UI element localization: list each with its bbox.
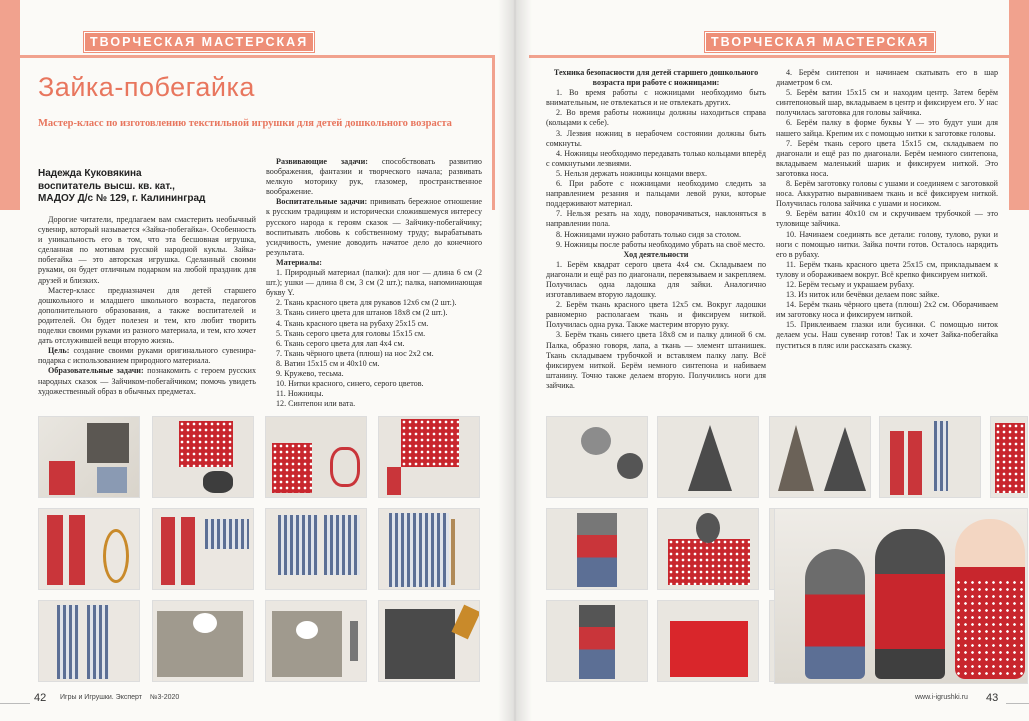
photo-step-15 — [769, 416, 871, 498]
photo-step-materials-3 — [265, 416, 367, 498]
step-item: 10. Начинаем соединять все детали: голову, тулово, руки и ноги с помощью нитки. Зайка почти готов. Осталось нарядить его в рубаху. — [776, 229, 998, 259]
page-number-right: 43 — [986, 692, 999, 704]
photo-step-13 — [546, 416, 648, 498]
footer-rule-left — [0, 703, 30, 704]
step-item: 8. Берём заготовку головы с ушами и соединяем с заготовкой носа. Аккуратно выравниваем ткань и всё фиксируем ниткой. Получилась голова зайчика с ушами и носиком. — [776, 179, 998, 209]
photo-step-11 — [265, 600, 367, 682]
photo-step-materials-4 — [378, 416, 480, 498]
left-header-rule — [0, 55, 495, 58]
section-banner-right: ТВОРЧЕСКАЯ МАСТЕРСКАЯ — [705, 32, 935, 52]
step-item: 12. Берём тесьму и украшаем рубаху. — [786, 279, 915, 289]
safety-item: 2. Во время работы ножницы должны находиться справа (кольцами к себе). — [546, 108, 766, 128]
step-item: 9. Берём ватин 40х10 см и скручиваем трубочкой — это туловище зайчика. — [776, 209, 998, 229]
goal-paragraph: Цель: создание своими руками оригинального сувенира-подарка с использованием природного материала. — [38, 346, 256, 366]
step-item: 14. Берём ткань чёрного цвета (плюш) 2х2 см. Оборачиваем им заготовку носа и фиксируем ниткой. — [776, 300, 998, 320]
materials-item: 7. Ткань чёрного цвета (плюш) на нос 2х2 см. — [276, 348, 434, 358]
photo-step-10 — [152, 600, 254, 682]
step-item: 6. Берём палку в форме буквы Y — это будут уши для нашего зайца. Крепим их с помощью нитки к заготовке головы. — [776, 118, 998, 138]
educational-tasks-paragraph: Образовательные задачи: познакомить с героем русских народных сказок — Зайчиком-побегайчиком; помочь увидеть художественный образ в обычных предметах. — [38, 366, 256, 396]
photo-step-17 — [990, 416, 1028, 498]
intro-paragraph: Дорогие читатели, предлагаем вам смастерить необычный сувенир, который называется «Зайка-побегайка». Особенность и уникальность его в том, что эта бесшовная игрушка, сделанная по мотивам русской народной куклы. Зайка-побегайка — это авторская игрушка. Сделанный своими руками, он будет отличным подарком на любой праздник для друзей и близких. — [38, 215, 256, 285]
photo-step-12 — [378, 600, 480, 682]
step-item: 15. Приклеиваем глазки или бусинки. С помощью ниток делаем усы. Наш сувенир готов! Так и хочет Зайка-побегайка пуститься в пляс или рассказать сказку. — [776, 320, 998, 350]
materials-item: 12. Синтепон или вата. — [276, 399, 356, 409]
photo-step-materials-1 — [38, 416, 140, 498]
step-item: 1. Берём квадрат серого цвета 4х4 см. Складываем по диагонали и ещё раз по диагонали, перевязываем и закрепляем. Получилась одна ладошка для зайки. Аналогично изготавливаем вторую ладошку. — [546, 259, 766, 300]
safety-item: 6. При работе с ножницами необходимо следить за направлением резания и пальцами левой руки, которые поддерживают материал. — [546, 179, 766, 209]
right-page — [514, 0, 1029, 721]
materials-heading: Материалы: — [276, 257, 322, 267]
step-item: 4. Берём синтепон и начинаем скатывать его в шар диаметром 6 см. — [776, 68, 998, 88]
photo-step-16 — [879, 416, 981, 498]
left-page — [0, 0, 514, 721]
materials-item: 8. Ватин 15х15 см и 40х10 см. — [276, 358, 380, 368]
author-block — [38, 168, 268, 206]
materials-item: 3. Ткань синего цвета для штанов 18х8 см (2 шт.). — [276, 308, 448, 318]
materials-item: 4. Ткань красного цвета на рубаху 25х15 см. — [276, 318, 429, 328]
steps-title: Ход деятельности — [623, 249, 689, 259]
audience-paragraph: Мастер-класс предназначен для детей старшего дошкольного и младшего школьного возраста, педагогов дополнительного образования, а также воспитателей и родителей. Он будет полезен и тем, кто любит творить поделки своими руками из разного материала, и тем, кто хочет дать отслужившей вещи вторую жизнь. — [38, 285, 256, 346]
materials-item: 1. Природный материал (палки): для ног — длина 6 см (2 шт.); ушки — длина 8 см, 3 см (2 шт.); палка, напоминающая букву Y. — [266, 268, 482, 298]
article-subtitle: Мастер-класс по изготовлению текстильной игрушки для детей дошкольного возраста — [38, 118, 452, 129]
left-salmon-band — [0, 0, 20, 210]
author-position: воспитатель высш. кв. кат., — [38, 180, 175, 192]
photo-step-7 — [265, 508, 367, 590]
photo-step-14 — [657, 416, 759, 498]
materials-item: 2. Ткань красного цвета для рукавов 12х6 см (2 шт.). — [276, 298, 457, 308]
materials-item: 5. Ткань серого цвета для головы 15х15 см. — [276, 328, 426, 338]
right-column-2 — [776, 68, 998, 351]
photo-step-21 — [546, 600, 648, 682]
footer-rule-right — [1006, 703, 1029, 704]
step-item: 13. Из ниток или бечёвки делаем пояс зайке. — [786, 290, 940, 300]
upbringing-tasks-paragraph: Воспитательные задачи: прививать бережное отношение к русским традициям и исторически сложившемуся интересу русского народа к героям сказок — Зайчику-побегайчику; воспитывать любовь к собственному труду; вырабатывать усидчивость, умение доводить начатое дело до конечного результата. — [266, 197, 482, 257]
section-banner-left: ТВОРЧЕСКАЯ МАСТЕРСКАЯ — [84, 32, 314, 52]
safety-item: 3. Лезвия ножниц в нерабочем состоянии должны быть сомкнуты. — [546, 128, 766, 148]
step-item: 7. Берём ткань серого цвета 15х15 см, складываем по диагонали и ещё раз по диагонали. Берём немного синтепона, вкладываем маленький шарик и фиксируем ниткой. Это заготовка носа. — [776, 138, 998, 178]
right-header-rule — [529, 55, 1014, 58]
safety-item: 4. Ножницы необходимо передавать только кольцами вперёд с сомкнутыми лезвиями. — [546, 148, 766, 168]
step-item: 5. Берём ватин 15х15 см и находим центр. Затем берём синтепоновый шар, вкладываем в центр и фиксируем его. У нас получилась заготовка для головы зайчика. — [776, 88, 998, 118]
safety-item: 1. Во время работы с ножницами необходимо быть внимательным, не отвлекаться и не отвлекать других. — [546, 88, 766, 108]
photo-step-5 — [38, 508, 140, 590]
step-item: 3. Берём ткань синего цвета 18х8 см и палку длиной 6 см. Палка, образно говоря, лапа, а ткань — элемент штанишек. Ткань складываем трубочкой и вставляем палку лапу. Всё фиксируем ниткой. Берём немного синтепона и набиваем штанину. Точно также делаем вторую. Получились ноги для зайчика. — [546, 330, 766, 390]
developmental-tasks-paragraph: Развивающие задачи: способствовать развитию воображения, фантазии и творческого начала; развивать мелкую моторику рук, глазомер, пространственное воображение. — [266, 157, 482, 197]
safety-item: 5. Нельзя держать ножницы концами вверх. — [556, 168, 708, 178]
author-org: МАДОУ Д/с № 129, г. Калининград — [38, 193, 206, 204]
photo-step-materials-2 — [152, 416, 254, 498]
materials-item: 6. Ткань серого цвета для лап 4х4 см. — [276, 338, 405, 348]
article-title: Зайка-побегайка — [38, 72, 255, 102]
step-item: 2. Берём ткань красного цвета 12х5 см. Вокруг ладошки равномерно располагаем ткань и фиксируем ниткой. Получилась одна рука. Также мастерим вторую руку. — [546, 300, 766, 330]
step-item: 11. Берём ткань красного цвета 25х15 см, прикладываем к тулову и обораживаем вокруг. Всё крепко фиксируем ниткой. — [776, 259, 998, 279]
author-name: Надежда Куковякина — [38, 168, 142, 179]
left-column-1 — [38, 215, 256, 397]
photo-step-9 — [38, 600, 140, 682]
safety-item: 7. Нельзя резать на ходу, поворачиваться, наклоняться в направлении пола. — [546, 209, 766, 229]
photo-step-6 — [152, 508, 254, 590]
left-column-2 — [266, 157, 482, 409]
footer-issue: №3-2020 — [150, 694, 180, 701]
photo-finished-dolls — [774, 508, 1028, 684]
materials-item: 10. Нитки красного, синего, серого цветов. — [276, 379, 424, 389]
materials-item: 9. Кружево, тесьма. — [276, 368, 344, 378]
photo-step-19 — [657, 508, 759, 590]
photo-step-8 — [378, 508, 480, 590]
materials-list — [266, 268, 482, 409]
page-number-left: 42 — [34, 692, 47, 704]
right-column-1 — [546, 68, 766, 391]
footer-magazine: Игры и Игрушки. Эксперт — [60, 694, 142, 701]
left-right-rule — [492, 55, 495, 210]
materials-item: 11. Ножницы. — [276, 389, 324, 399]
safety-item: 8. Ножницами нужно работать только сидя за столом. — [556, 229, 742, 239]
photo-step-22 — [657, 600, 759, 682]
right-salmon-band — [1009, 0, 1029, 210]
safety-title: Техника безопасности для детей старшего дошкольного возраста при работе с ножницами: — [553, 68, 759, 88]
footer-site: www.i-igrushki.ru — [915, 694, 968, 701]
photo-step-18 — [546, 508, 648, 590]
safety-item: 9. Ножницы после работы необходимо убрать на своё место. — [556, 239, 766, 249]
